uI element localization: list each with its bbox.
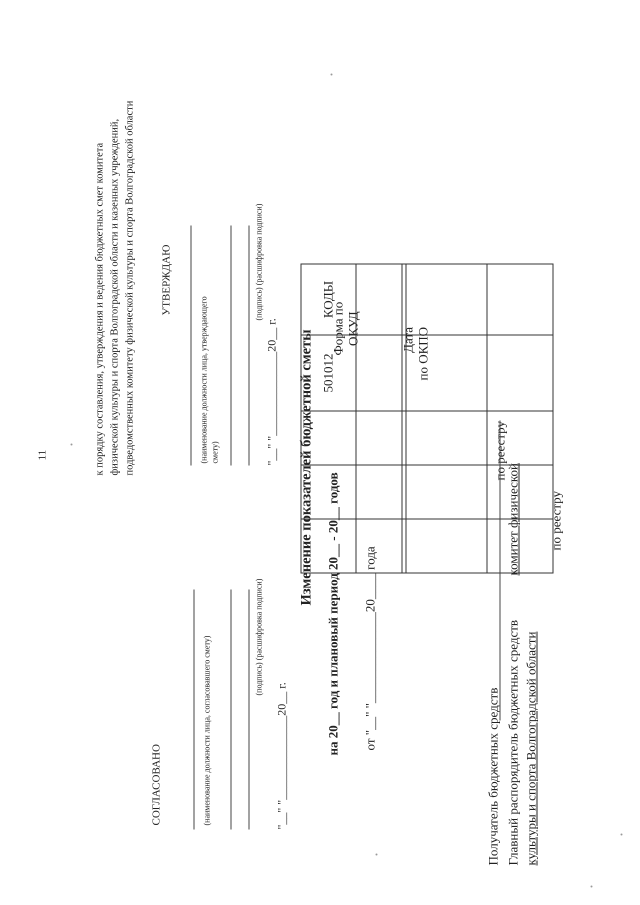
approved-top-line <box>190 225 191 465</box>
scan-speck <box>70 443 72 445</box>
approved-position-caption: (наименование должности лица, утверждающего смету) <box>199 295 219 463</box>
codes-header-cell: КОДЫ <box>301 264 356 335</box>
codes-cell-okpo-0 <box>356 264 402 335</box>
agreed-position-line <box>193 589 194 829</box>
approved-date: "__" "______________20__ г. <box>264 317 278 465</box>
agreed-line-2 <box>230 589 231 829</box>
scan-speck <box>590 885 592 887</box>
codes-cell-okpo-1 <box>356 335 402 411</box>
codes-cell-empty-3 <box>301 411 356 465</box>
scan-speck <box>375 853 377 855</box>
registry-label-1: по реестру <box>492 420 507 480</box>
approved-line-2 <box>230 225 231 465</box>
codes-cell-empty-1 <box>301 519 356 573</box>
utverzhdayu-heading: УТВЕРЖДАЮ <box>160 244 172 315</box>
registry-label-2: по реестру <box>548 490 563 550</box>
from-date: от "__" "______________20____ года <box>362 545 377 750</box>
page-number: 11 <box>36 449 48 460</box>
approved-signature-line <box>248 225 249 465</box>
scan-speck <box>330 73 332 75</box>
agreed-signature-caption: (подпись) (расшифровка подписи) <box>254 578 263 695</box>
main-distributor-value-1: комитет физической <box>505 462 520 575</box>
header-note-line-3: подведомственных комитету физической культуры и спорта Волгоградской области <box>124 100 135 475</box>
agreed-date: "__" "______________20__ г. <box>274 681 288 829</box>
date-okpo-label: Дата по ОКПО <box>400 326 430 380</box>
header-note-line-2: физической культуры и спорта Волгоградской области и казенных учреждений, <box>109 118 120 475</box>
codes-cell-okpo-3 <box>356 465 402 519</box>
document-subtitle: на 20__ год и плановый период 20__ - 20__ годов <box>325 471 340 755</box>
approved-signature-caption: (подпись) (расшифровка подписи) <box>254 203 263 320</box>
okud-label: Форма по ОКУД <box>330 301 360 355</box>
agreed-position-caption: (наименование должности лица, согласовавшего смету) <box>202 635 211 825</box>
main-distributor-value-2: культуры и спорта Волгоградской области <box>523 631 538 865</box>
recipient-label: Получатель бюджетных средств <box>485 687 500 865</box>
recipient-line <box>499 420 500 720</box>
scan-speck <box>620 833 622 835</box>
codes-cell-empty-2 <box>301 465 356 519</box>
codes-cell-okpo-4 <box>356 519 402 573</box>
main-distributor-label: Главный распорядитель бюджетных средств <box>505 619 520 865</box>
okud-code-cell: 501012 <box>301 335 356 411</box>
document-title: Изменение показателей бюджетной сметы <box>298 328 314 605</box>
header-note <box>92 100 137 475</box>
codes-cell-okpo-2 <box>356 411 402 465</box>
soglasovano-heading: СОГЛАСОВАНО <box>150 743 162 825</box>
agreed-signature-line <box>248 589 249 829</box>
header-note-line-1: к порядку составления, утверждения и ведения бюджетных смет комитета <box>94 142 105 475</box>
